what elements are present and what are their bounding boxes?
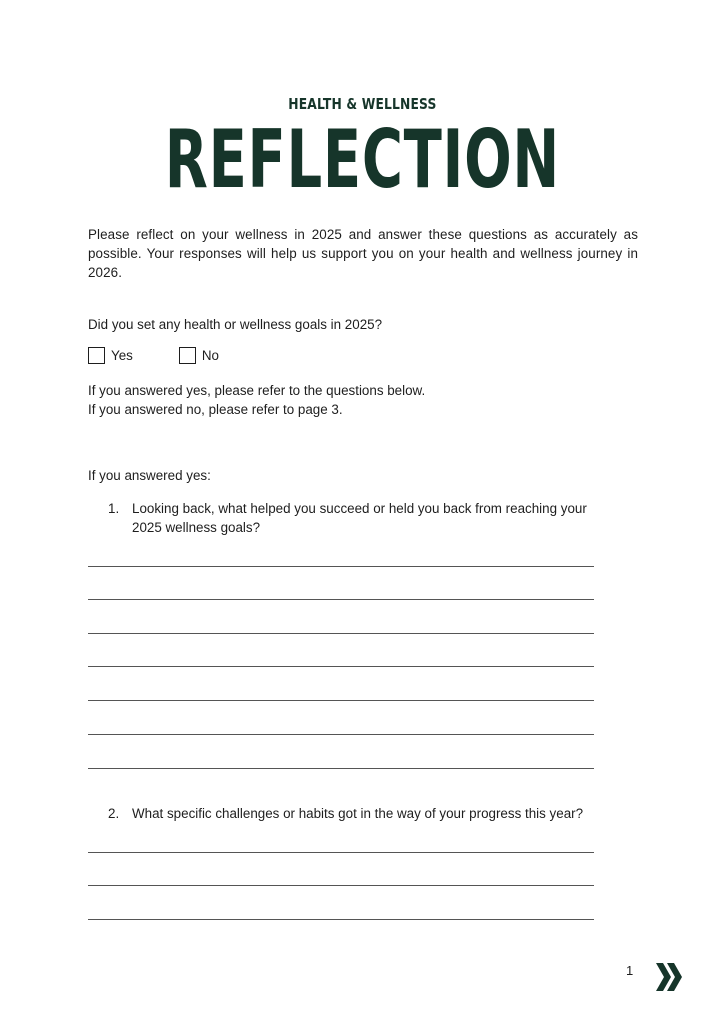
answer-line[interactable] bbox=[88, 566, 594, 567]
answer-line[interactable] bbox=[88, 633, 594, 634]
question-1 bbox=[108, 499, 588, 537]
question-text: What specific challenges or habits got in the way of your progress this year? bbox=[132, 806, 584, 821]
answer-line[interactable] bbox=[88, 666, 594, 667]
header-kicker: HEALTH & WELLNESS bbox=[288, 95, 437, 113]
section-label: If you answered yes: bbox=[88, 468, 211, 483]
answer-line[interactable] bbox=[88, 599, 594, 600]
question-number: 2. bbox=[108, 806, 120, 821]
answer-line[interactable] bbox=[88, 919, 594, 920]
page-title: REFLECTION bbox=[164, 113, 560, 206]
goals-options bbox=[88, 347, 219, 364]
page-number: 1 bbox=[626, 963, 634, 978]
yes-checkbox[interactable] bbox=[88, 347, 105, 364]
option-no[interactable] bbox=[179, 347, 219, 364]
answer-line[interactable] bbox=[88, 734, 594, 735]
double-chevron-right-icon[interactable] bbox=[654, 961, 684, 993]
instruction-yes: If you answered yes, please refer to the questions below. bbox=[88, 383, 426, 398]
answer-line[interactable] bbox=[88, 885, 594, 886]
no-label: No bbox=[201, 348, 219, 363]
answer-line[interactable] bbox=[88, 768, 594, 769]
option-yes[interactable] bbox=[88, 347, 133, 364]
intro-paragraph: Please reflect on your wellness in 2025 and answer these questions as accurately as possible. Your responses will help us support you on your health and wellness journey in 2026. bbox=[88, 227, 638, 280]
question-text: Looking back, what helped you succeed or held you back from reaching your 2025 wellness goals? bbox=[132, 501, 587, 535]
answer-line[interactable] bbox=[88, 852, 594, 853]
question-2 bbox=[108, 804, 588, 823]
question-number: 1. bbox=[108, 501, 120, 516]
instruction-no: If you answered no, please refer to page 3. bbox=[88, 402, 343, 417]
no-checkbox[interactable] bbox=[179, 347, 196, 364]
yes-label: Yes bbox=[111, 348, 133, 363]
answer-line[interactable] bbox=[88, 700, 594, 701]
goals-question: Did you set any health or wellness goals in 2025? bbox=[88, 317, 383, 332]
